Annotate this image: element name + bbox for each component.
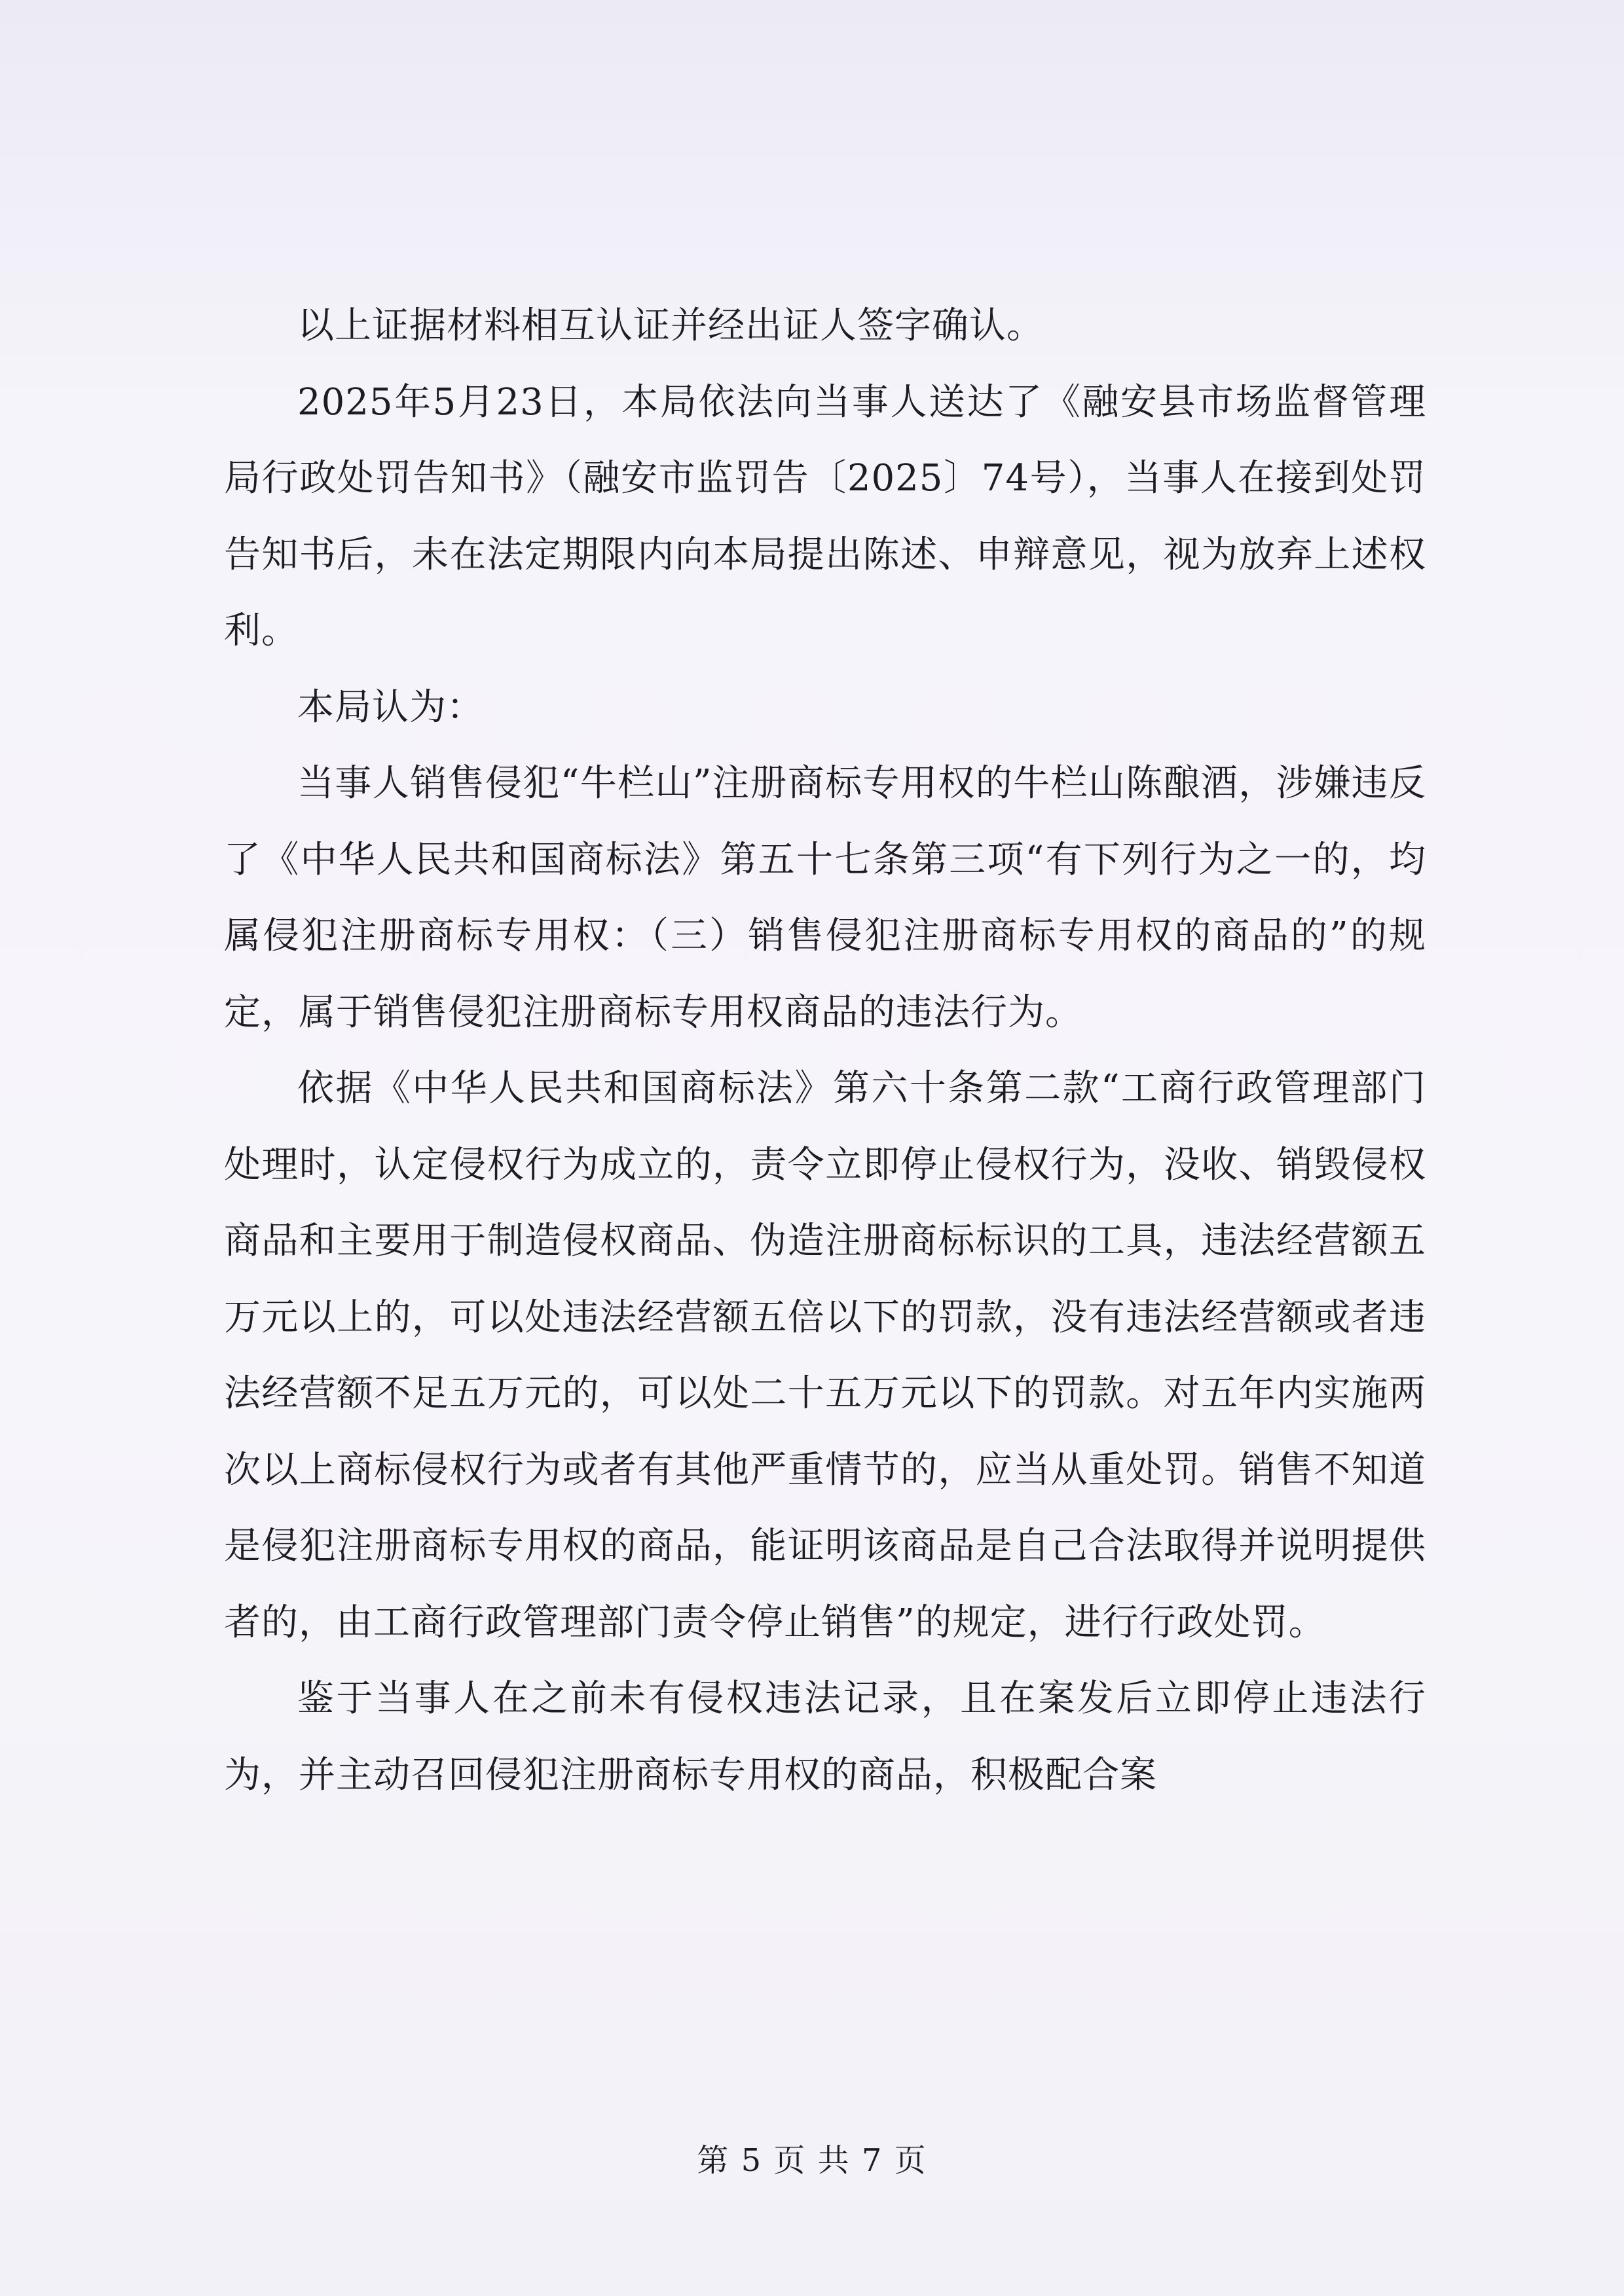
paragraph-violation-finding: 当事人销售侵犯“牛栏山”注册商标专用权的牛栏山陈酿酒，涉嫌违反了《中华人民共和国商标法》第五十七条第三项“有下列行为之一的，均属侵犯注册商标专用权：（三）销售侵犯注册商标专用权的商品的”的规定，属于销售侵犯注册商标专用权商品的违法行为。 bbox=[224, 762, 1426, 1034]
paragraph-bureau-opinion-heading: 本局认为： bbox=[297, 685, 484, 729]
paragraph-mitigating-circumstances: 鉴于当事人在之前未有侵权违法记录，且在案发后立即停止违法行为，并主动召回侵犯注册商标专用权的商品，积极配合案 bbox=[224, 1677, 1426, 1796]
page-number-footer: 第 5 页 共 7 页 bbox=[697, 2142, 927, 2179]
document-body bbox=[224, 288, 1426, 1813]
paragraph-evidence-confirmation: 以上证据材料相互认证并经出证人签字确认。 bbox=[297, 304, 1044, 347]
paragraph-legal-basis: 依据《中华人民共和国商标法》第六十条第二款“工商行政管理部门处理时，认定侵权行为成立的，责令立即停止侵权行为，没收、销毁侵权商品和主要用于制造侵权商品、伪造注册商标标识的工具，违法经营额五万元以上的，可以处违法经营额五倍以下的罚款，没有违法经营额或者违法经营额不足五万元的，可以处二十五万元以下的罚款。对五年内实施两次以上商标侵权行为或者有其他严重情节的，应当从重处罚。销售不知道是侵犯注册商标专用权的商品，能证明该商品是自己合法取得并说明提供者的，由工商行政管理部门责令停止销售”的规定，进行行政处罚。 bbox=[224, 1067, 1426, 1644]
paragraph-notice-delivery: 2025年5月23日，本局依法向当事人送达了《融安县市场监督管理局行政处罚告知书》（融安市监罚告〔2025〕74号），当事人在接到处罚告知书后，未在法定期限内向本局提出陈述、申辩意见，视为放弃上述权利。 bbox=[224, 380, 1426, 652]
